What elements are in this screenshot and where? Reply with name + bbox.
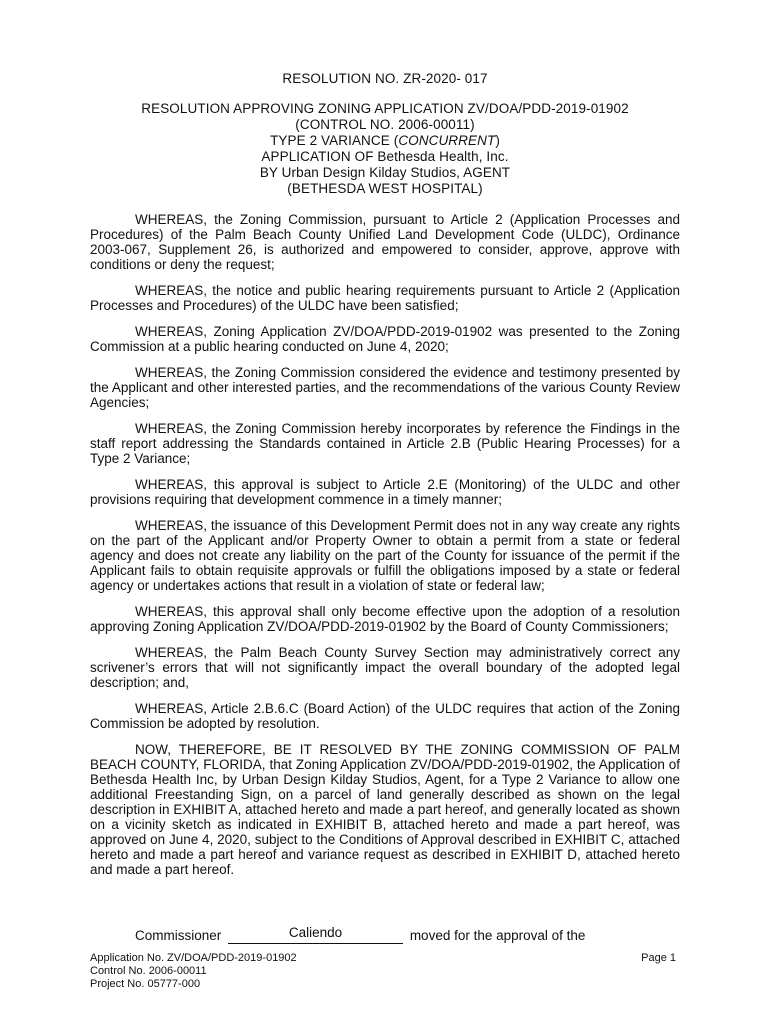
title-line-2: (CONTROL NO. 2006-00011) xyxy=(295,117,475,132)
commissioner-name: Caliendo xyxy=(288,925,343,940)
variance-type-suffix: ) xyxy=(495,133,500,148)
whereas-paragraph: WHEREAS, Zoning Application ZV/DOA/PDD-2019-01902 was presented to the Zoning Commission at a public hearing conducted on June 4, 2020; xyxy=(90,324,680,354)
variance-type-prefix: TYPE 2 VARIANCE ( xyxy=(270,133,399,148)
motion-suffix: moved for the approval of the xyxy=(409,928,586,943)
title-line-5: BY Urban Design Kilday Studios, AGENT xyxy=(259,165,511,180)
variance-type-concurrent: CONCURRENT xyxy=(398,133,496,148)
whereas-paragraph: WHEREAS, the issuance of this Development Permit does not in any way create any rights on the part of the Applicant and/or Property Owner to obtain a permit from a state or federal agency and does not create any liability on the part of the County for issuance of the permit if the Applicant fails to obtain requisite approvals or fulfill the obligations imposed by a state or federal agency or undertakes actions that result in a violation of state or federal law; xyxy=(90,518,680,593)
title-line-1: RESOLUTION APPROVING ZONING APPLICATION ZV/DOA/PDD-2019-01902 xyxy=(141,101,629,116)
whereas-paragraph: WHEREAS, the notice and public hearing requirements pursuant to Article 2 (Application Processes and Procedures) of the ULDC have been satisfied; xyxy=(90,283,680,313)
whereas-paragraph: WHEREAS, this approval shall only become effective upon the adoption of a resolution approving Zoning Application ZV/DOA/PDD-2019-01902 by the Board of County Commissioners; xyxy=(90,604,680,634)
resolution-title-block xyxy=(90,101,680,197)
resolution-number: RESOLUTION NO. ZR-2020- 017 xyxy=(282,71,488,86)
title-line-6: (BETHESDA WEST HOSPITAL) xyxy=(287,181,483,196)
whereas-paragraph: WHEREAS, the Zoning Commission, pursuant to Article 2 (Application Processes and Procedures) of the Palm Beach County Unified Land Development Code (ULDC), Ordinance 2003-067, Supplement 26, is authorized and empowered to consider, approve, approve with conditions or deny the request; xyxy=(90,212,680,272)
motion-line xyxy=(135,925,586,944)
title-line-3 xyxy=(90,133,680,149)
whereas-paragraph: WHEREAS, this approval is subject to Article 2.E (Monitoring) of the ULDC and other provisions requiring that development commence in a timely manner; xyxy=(90,477,680,507)
footer-project-no: Project No. 05777-000 xyxy=(90,978,201,990)
commissioner-name-field[interactable] xyxy=(228,925,403,944)
whereas-paragraph: WHEREAS, Article 2.B.6.C (Board Action) of the ULDC requires that action of the Zoning Commission be adopted by resolution. xyxy=(90,701,680,731)
title-line-4: APPLICATION OF Bethesda Health, Inc. xyxy=(261,149,509,164)
page-number: Page 1 xyxy=(641,952,676,964)
footer-application-no: Application No. ZV/DOA/PDD-2019-01902 xyxy=(90,952,297,964)
page-footer xyxy=(90,952,680,991)
document-page xyxy=(90,0,680,1024)
resolution-body xyxy=(90,212,680,888)
whereas-paragraph: WHEREAS, the Zoning Commission hereby incorporates by reference the Findings in the staff report addressing the Standards contained in Article 2.B (Public Hearing Processes) for a Type 2 Variance; xyxy=(90,421,680,466)
whereas-paragraph: WHEREAS, the Palm Beach County Survey Section may administratively correct any scrivener’s errors that will not significantly impact the overall boundary of the adopted legal description; and, xyxy=(90,645,680,690)
motion-prefix: Commissioner xyxy=(135,928,222,943)
whereas-paragraph: WHEREAS, the Zoning Commission considered the evidence and testimony presented by the Applicant and other interested parties, and the recommendations of the various County Review Agencies; xyxy=(90,365,680,410)
resolved-paragraph: NOW, THEREFORE, BE IT RESOLVED BY THE ZONING COMMISSION OF PALM BEACH COUNTY, FLORIDA, that Zoning Application ZV/DOA/PDD-2019-01902, the Application of Bethesda Health Inc, by Urban Design Kilday Studios, Agent, for a Type 2 Variance to allow one additional Freestanding Sign, on a parcel of land generally described as shown on the legal description in EXHIBIT A, attached hereto and made a part hereof, and generally located as shown on a vicinity sketch as indicated in EXHIBIT B, attached hereto and made a part hereof, was approved on June 4, 2020, subject to the Conditions of Approval described in EXHIBIT C, attached hereto and made a part hereof and variance request as described in EXHIBIT D, attached hereto and made a part hereof. xyxy=(90,742,680,877)
footer-control-no: Control No. 2006-00011 xyxy=(90,965,207,977)
